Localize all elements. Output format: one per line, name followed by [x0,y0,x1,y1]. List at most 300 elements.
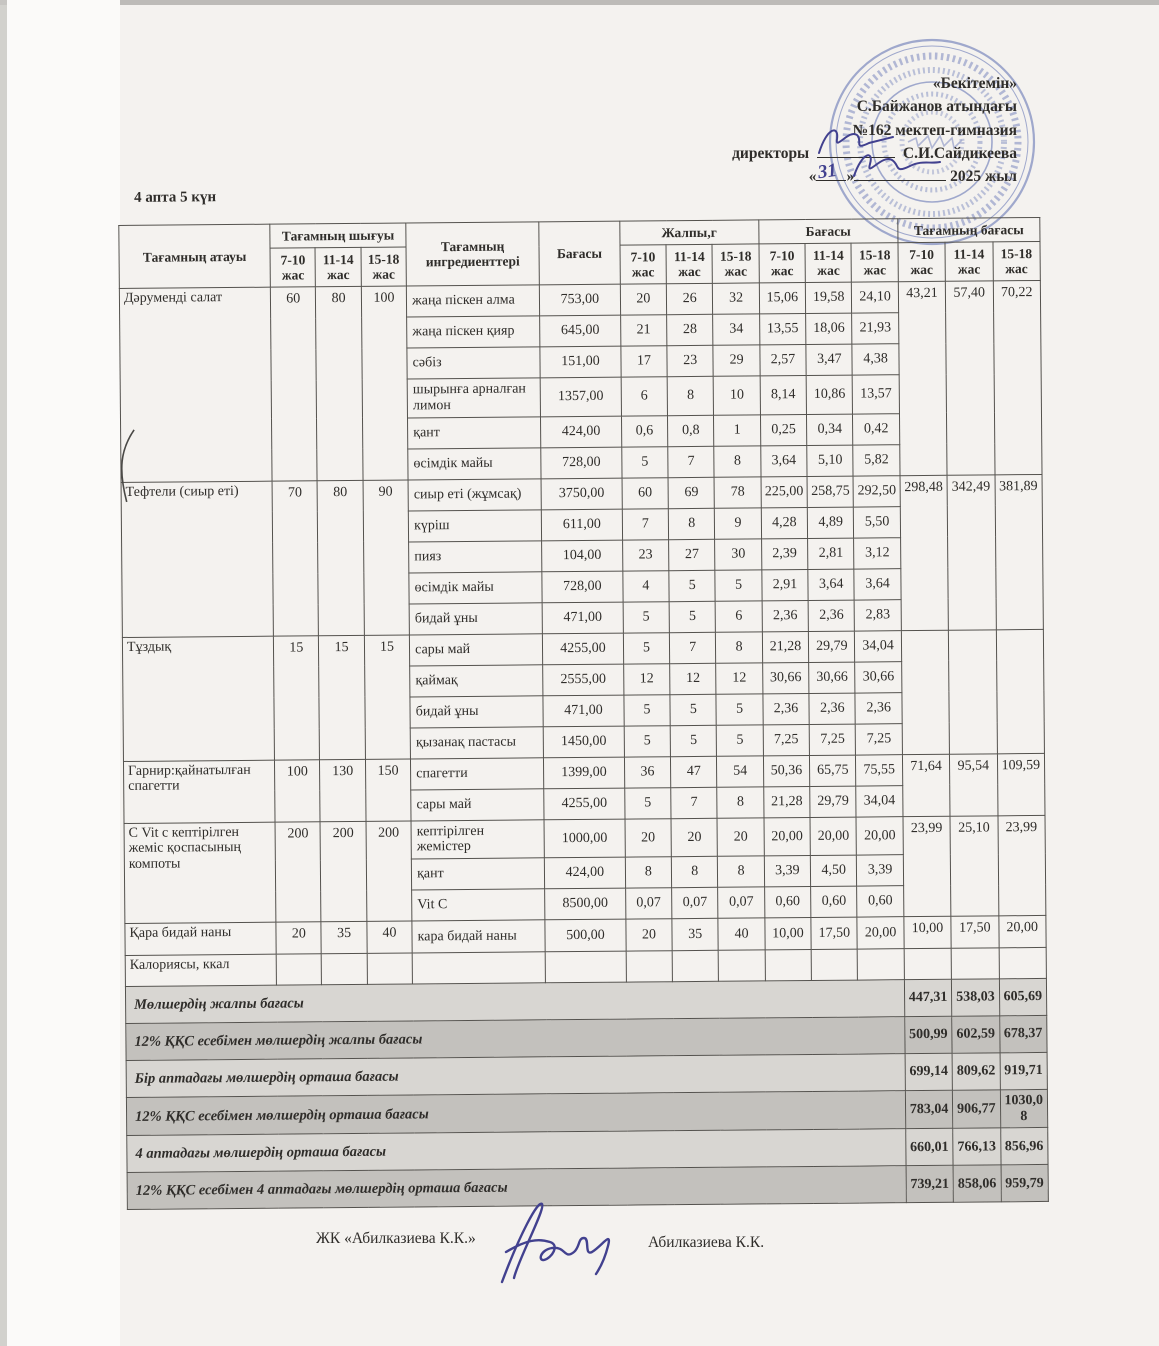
yield-value: 150 [365,759,411,821]
qty-value: 0,6 [621,415,668,446]
director-label: директоры [732,144,810,162]
header-age-col: 11-14 жас [945,242,993,282]
empty-cell [276,954,322,985]
qty-value: 12 [716,663,763,694]
summary-value: 856,96 [1000,1128,1048,1165]
qty-value: 5 [670,694,717,725]
yield-value: 80 [318,480,365,635]
year-label: 2025 жыл [950,168,1017,185]
cost-value: 0,60 [811,886,858,917]
header-total-g: Жалпы,г [620,220,759,245]
summary-value: 605,69 [999,978,1047,1015]
dish-price-value: 298,48 [900,475,949,630]
ingredient-name: кара бидай наны [412,920,545,953]
qty-value: 30 [715,539,762,570]
header-age-col: 7-10 жас [620,245,667,285]
ingredient-price: 645,00 [540,315,621,347]
director-name: С.И.Сайдикеева [902,144,1017,162]
cost-value: 2,36 [808,600,855,631]
ingredient-name: қаймақ [410,664,543,696]
summary-value: 858,06 [953,1165,1001,1202]
menu-table-header [119,217,1041,288]
cost-value: 4,89 [807,507,854,538]
yield-value: 40 [367,921,413,953]
cost-value: 13,55 [759,314,806,345]
yield-value: 200 [275,821,321,922]
cost-value: 30,66 [855,661,902,692]
dish-price-value [949,630,997,754]
header-age-col: 15-18 жас [712,244,759,284]
date-day-underline [816,159,846,184]
cost-value: 75,55 [856,754,903,785]
qty-value: 0,07 [718,887,765,918]
qty-value: 7 [668,446,715,477]
ingredient-price: 424,00 [544,857,625,889]
dish-price-value: 381,89 [995,474,1044,629]
empty-cell [626,951,673,982]
dish-name: Дәруменді салат [119,288,272,483]
ingredient-name: сары май [411,788,544,820]
cost-value: 2,36 [762,600,809,631]
summary-label: Мөлшердің жалпы бағасы [125,980,904,1024]
cost-value: 2,57 [760,345,807,376]
summary-value: 959,79 [1001,1165,1049,1202]
summary-value: 538,03 [952,979,1000,1016]
header-dish-price: Тағамның бағасы [898,217,1040,242]
scan-edge-top [0,0,1159,5]
ingredient-name: қант [411,858,544,890]
header-age-col: 7-10 жас [270,248,316,288]
dish-name: Гарнир:қайнатылған спагетти [123,760,275,823]
qty-value: 9 [715,508,762,539]
approval-title: «Бекітемін» [932,75,1017,92]
qty-value: 1 [714,415,761,446]
ingredient-price: 500,00 [545,919,626,952]
cost-value: 34,04 [855,630,902,661]
empty-cell [999,947,1047,978]
date-line [657,159,1017,188]
ingredient-name: сәбіз [407,347,540,379]
ingredient-name: кептірілген жемістер [411,819,544,859]
qty-value: 7 [622,508,669,539]
qty-value: 35 [672,918,719,950]
ingredient-price: 1357,00 [540,377,621,416]
cost-value: 0,25 [760,414,807,445]
cost-value: 2,36 [763,693,810,724]
header-dish-yield: Тағамның шығуы [270,223,406,248]
calories-label: Калориясы, ккал [125,954,276,986]
ingredient-name: сиыр еті (жұмсақ) [408,478,541,510]
open-quote: « [808,168,817,185]
yield-value: 15 [364,635,410,759]
qty-value: 26 [666,284,713,315]
cost-value: 29,79 [810,786,857,817]
qty-value: 47 [671,756,718,787]
qty-value: 32 [713,283,760,314]
qty-value: 36 [624,756,671,787]
cost-value: 34,04 [856,785,903,816]
yield-value: 130 [320,759,366,821]
summary-value: 906,77 [953,1090,1001,1129]
ingredient-name: қант [408,416,541,448]
qty-value: 8 [716,632,763,663]
approval-block [657,72,1017,188]
yield-value: 200 [320,821,366,922]
ingredient-price: 1450,00 [543,726,624,758]
ingredient-name: жаңа піскен қияр [407,316,540,348]
summary-value: 699,14 [905,1053,953,1090]
header-age-col: 15-18 жас [851,243,898,283]
menu-sheet [118,182,1057,1210]
qty-value: 5 [624,725,671,756]
summary-value: 660,01 [906,1129,954,1166]
ingredient-price: 471,00 [542,602,623,634]
header-dish-name: Тағамның атауы [119,224,271,289]
header-cost: Бағасы [759,219,898,244]
qty-value: 60 [622,477,669,508]
empty-cell [811,949,858,980]
dish-price-value: 17,50 [951,916,999,948]
qty-value: 20 [671,818,718,857]
ingredient-price: 1399,00 [544,757,625,789]
table-row [119,281,1040,320]
cost-value: 15,06 [759,283,806,314]
cost-value: 17,50 [811,917,858,949]
cost-value: 10,86 [806,375,853,414]
dish-price-value: 10,00 [904,916,952,948]
close-quote: » [846,168,855,185]
yield-value: 70 [272,480,319,635]
qty-value: 10 [714,376,761,415]
cost-value: 21,28 [762,631,809,662]
empty-cell [545,951,626,983]
ingredient-name: бидай ұны [409,602,542,634]
empty-cell [367,953,413,984]
summary-value: 919,71 [1000,1052,1048,1089]
dish-price-value: 109,59 [997,753,1045,815]
ingredient-name: өсімдік майы [409,571,542,603]
summary-value: 1030,08 [1000,1089,1048,1128]
qty-value: 8 [671,856,718,887]
cost-value: 2,36 [809,693,856,724]
summary-label: 4 аптадағы мөлшердің орташа бағасы [127,1129,906,1173]
cost-value: 2,81 [808,538,855,569]
ingredient-name: пияз [409,540,542,572]
qty-value: 29 [713,345,760,376]
qty-value: 0,07 [672,887,719,918]
ingredient-price: 151,00 [540,346,621,378]
ingredient-name: бидай ұны [410,695,543,727]
director-line [657,142,1017,165]
cost-value: 7,25 [809,724,856,755]
ingredient-name: шырынға арналған лимон [407,378,540,418]
qty-value: 4 [623,570,670,601]
dish-price-value: 70,22 [993,281,1042,475]
qty-value: 54 [717,756,764,787]
qty-value: 5 [623,632,670,663]
empty-cell [858,949,905,980]
yield-value: 60 [270,287,317,481]
cost-value: 19,58 [805,282,852,313]
cost-value: 10,00 [765,917,812,949]
table-row [123,753,1044,792]
ingredient-price: 3750,00 [541,478,622,510]
empty-cell [322,953,368,984]
header-ingredients: Тағамның ингредиенттері [406,222,540,286]
dish-price-value: 43,21 [898,282,947,476]
yield-value: 200 [366,821,412,922]
qty-value: 5 [715,570,762,601]
qty-value: 69 [668,477,715,508]
cost-value: 0,60 [857,886,904,917]
footer-person-name: Абилказиева К.К. [648,1234,765,1251]
menu-table [118,217,1049,1210]
qty-value: 20 [626,919,673,951]
qty-value: 5 [669,570,716,601]
qty-value: 5 [624,694,671,725]
footer-signature-icon [480,1194,630,1290]
ingredient-name: спагетти [411,757,544,789]
summary-value: 739,21 [906,1166,954,1203]
dish-price-value: 25,10 [950,816,998,917]
dish-price-value: 71,64 [902,754,950,816]
dish-price-value [996,629,1045,753]
header-age-col: 11-14 жас [666,244,713,284]
cost-value: 3,12 [854,537,901,568]
qty-value: 8 [668,508,715,539]
summary-label: 12% ҚҚС есебімен мөлшердің орташа бағасы [126,1091,905,1136]
cost-value: 292,50 [853,475,900,506]
qty-value: 8 [625,857,672,888]
header-age-col: 7-10 жас [898,242,946,282]
ingredient-name: күріш [408,509,541,541]
cost-value: 8,14 [760,376,807,415]
empty-cell [765,949,812,980]
cost-value: 7,25 [763,724,810,755]
ingredient-price: 104,00 [542,540,623,572]
yield-value: 80 [316,287,363,481]
ink-mark-icon [114,426,141,506]
cost-value: 2,91 [762,569,809,600]
week-day-subtitle: 4 апта 5 күн [133,189,217,206]
qty-value: 8 [718,856,765,887]
qty-value: 34 [713,314,760,345]
cost-value: 3,39 [764,855,811,886]
qty-value: 5 [669,601,716,632]
qty-value: 6 [621,377,668,416]
table-row [121,474,1042,513]
header-age-col: 15-18 жас [993,242,1041,282]
qty-value: 0,07 [625,888,672,919]
qty-value: 12 [670,663,717,694]
yield-value: 100 [361,286,408,480]
ingredient-price: 4255,00 [543,633,624,665]
ingredient-name: өсімдік майы [408,447,541,479]
yield-value: 90 [363,480,410,635]
qty-value: 5 [623,601,670,632]
cost-value: 65,75 [810,755,857,786]
qty-value: 7 [671,787,718,818]
dish-name: Тұздық [122,636,274,761]
header-age-col: 11-14 жас [805,243,852,283]
summary-value: 447,31 [904,979,952,1016]
ingredient-name: қызанақ пастасы [410,726,543,758]
ingredient-price: 2555,00 [543,664,624,696]
ingredient-price: 471,00 [543,695,624,727]
qty-value: 17 [621,346,668,377]
cost-value: 7,25 [856,723,903,754]
qty-value: 8 [717,787,764,818]
cost-value: 2,36 [855,692,902,723]
ingredient-name: сары май [410,633,543,665]
empty-cell [719,950,766,981]
qty-value: 21 [620,315,667,346]
empty-cell [904,948,952,979]
qty-value: 78 [714,477,761,508]
paper-left-margin [7,0,120,1346]
qty-value: 27 [669,539,716,570]
qty-value: 7 [669,632,716,663]
qty-value: 6 [716,601,763,632]
ingredient-price: 611,00 [541,509,622,541]
ingredient-name: Vit C [412,889,545,921]
yield-value: 15 [319,635,365,759]
summary-value: 602,59 [952,1016,1000,1053]
cost-value: 21,28 [763,786,810,817]
yield-value: 20 [276,922,322,954]
cost-value: 2,83 [855,599,902,630]
qty-value: 20 [717,818,764,857]
cost-value: 3,64 [761,445,808,476]
dish-name: Қара бидай наны [125,922,276,955]
table-row [122,629,1043,668]
qty-value: 20 [625,818,672,857]
date-month-underline [854,166,946,181]
empty-cell [672,950,719,981]
yield-value: 100 [275,759,321,821]
menu-table-body [119,281,1048,1210]
qty-value: 0,8 [668,415,715,446]
dish-price-value [901,630,949,754]
cost-value: 50,36 [763,755,810,786]
dish-price-value: 20,00 [998,915,1046,947]
cost-value: 4,38 [852,344,899,375]
header-price: Бағасы [539,221,620,285]
qty-value: 8 [714,446,761,477]
footer-company-label: ЖК «Абилказиева К.К.» [316,1230,476,1247]
ingredient-price: 1000,00 [544,819,625,858]
header-age-col: 15-18 жас [361,247,407,287]
qty-value: 5 [670,725,717,756]
cost-value: 30,66 [762,662,809,693]
empty-cell [412,952,545,984]
qty-value: 5 [717,725,764,756]
cost-value: 20,00 [856,816,903,855]
cost-value: 24,10 [852,282,899,313]
cost-value: 3,64 [854,568,901,599]
summary-label: 12% ҚҚС есебімен 4 аптадағы мөлшердің орташа бағасы [127,1166,906,1210]
dish-price-value: 95,54 [950,754,998,816]
month-scrawl-icon [848,144,948,184]
cost-value: 13,57 [853,375,900,414]
summary-value: 766,13 [953,1128,1001,1165]
cost-value: 0,34 [807,414,854,445]
school-name-line2: №162 мектеп-гимназия [852,121,1017,139]
ingredient-name: жаңа піскен алма [406,285,539,317]
qty-value: 12 [623,663,670,694]
cost-value: 20,00 [857,917,904,949]
qty-value: 5 [716,694,763,725]
ingredient-price: 728,00 [542,571,623,603]
yield-value: 15 [274,635,320,759]
cost-value: 5,82 [853,444,900,475]
qty-value: 5 [621,446,668,477]
qty-value: 28 [667,315,714,346]
cost-value: 21,93 [852,313,899,344]
cost-value: 18,06 [806,313,853,344]
qty-value: 8 [667,377,714,416]
cost-value: 5,50 [854,506,901,537]
cost-value: 0,60 [764,886,811,917]
table-row [124,815,1045,861]
cost-value: 5,10 [807,445,854,476]
dish-name: Тефтели (сиыр еті) [121,481,273,637]
dish-price-value: 23,99 [998,815,1046,916]
cost-value: 3,64 [808,569,855,600]
cost-value: 20,00 [810,817,857,856]
cost-value: 225,00 [761,476,808,507]
dish-price-value: 342,49 [947,475,996,630]
cost-value: 4,50 [810,855,857,886]
cost-value: 30,66 [809,662,856,693]
ingredient-price: 4255,00 [544,788,625,820]
cost-value: 3,47 [806,344,853,375]
ingredient-price: 424,00 [541,416,622,448]
ingredient-price: 728,00 [541,447,622,479]
qty-value: 23 [667,346,714,377]
qty-value: 5 [624,787,671,818]
summary-value: 500,99 [905,1016,953,1053]
cost-value: 29,79 [808,631,855,662]
dish-price-value: 57,40 [946,281,995,475]
school-name-line1: С.Байжанов атындағы [856,98,1017,116]
dish-price-value: 23,99 [903,816,951,917]
summary-label: Бір аптадағы мөлшердің орташа бағасы [126,1054,905,1098]
ingredient-price: 753,00 [539,284,620,316]
summary-value: 809,62 [952,1053,1000,1090]
date-handwriting: 31 [816,159,839,184]
dish-name: С Vit с кептірілген жеміс қоспасының компоты [124,822,276,924]
qty-value: 20 [620,284,667,315]
cost-value: 2,39 [761,538,808,569]
qty-value: 40 [718,918,765,950]
header-age-col: 7-10 жас [759,244,806,284]
cost-value: 3,39 [857,855,904,886]
yield-value: 35 [321,921,367,953]
qty-value: 23 [622,539,669,570]
empty-cell [951,948,999,979]
summary-label: 12% ҚҚС есебімен мөлшердің жалпы бағасы [126,1017,905,1061]
header-age-col: 11-14 жас [315,247,361,287]
cost-value: 258,75 [807,476,854,507]
cost-value: 20,00 [764,817,811,856]
cost-value: 4,28 [761,507,808,538]
summary-value: 678,37 [999,1015,1047,1052]
ingredient-price: 8500,00 [545,888,626,920]
footer [0,1212,1159,1332]
summary-value: 783,04 [905,1090,953,1129]
cost-value: 0,42 [853,413,900,444]
